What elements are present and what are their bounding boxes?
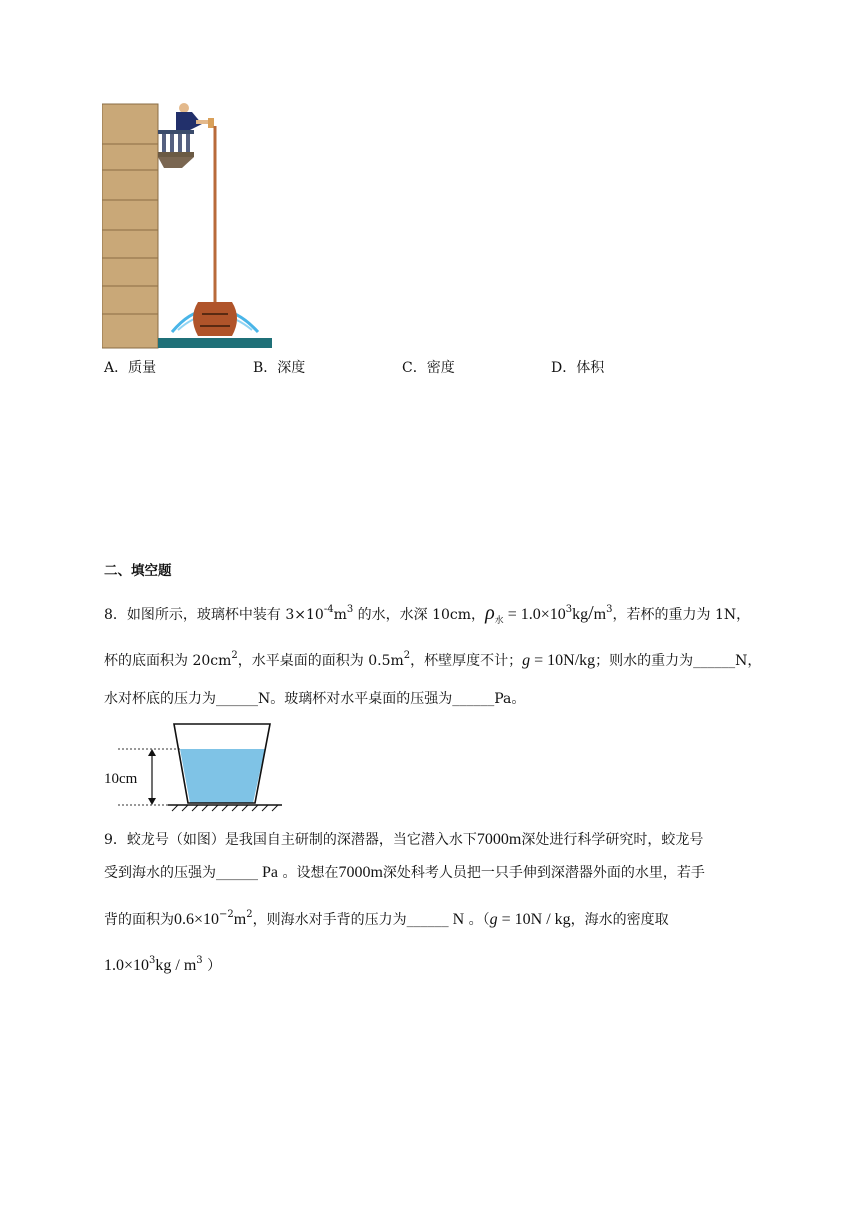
rho-subscript: 水 xyxy=(494,616,504,626)
cup-depth-label: 10cm xyxy=(104,771,138,787)
hand-area-value: 0.6×10 xyxy=(174,911,220,928)
q8-l1-b-sup: 3 xyxy=(346,604,354,615)
hand-area-exp: −2 xyxy=(219,909,234,920)
q8-line-3 xyxy=(104,689,525,709)
hand-area-unit: m xyxy=(233,911,247,928)
q8-l1-d: ，若杯的重力为 1N， xyxy=(612,607,751,623)
q8-l2-b-sup: 2 xyxy=(403,650,411,661)
q8-l2-a: 杯的底面积为 20cm xyxy=(104,653,232,669)
q9-l2-a: 受到海水的压强为 xyxy=(104,865,216,881)
pascal-barrel-figure xyxy=(102,100,272,352)
q8-l1-b: m xyxy=(333,607,347,623)
q8-l3-b: N。玻璃杯对水平桌面的压强为 xyxy=(258,691,453,707)
sea-density-unit-sup: 3 xyxy=(196,955,203,966)
rho-eq: = 1.0×10 xyxy=(503,606,566,623)
answer-blank-sea-pressure[interactable]: ______ xyxy=(216,865,258,881)
q9-l1-a: 9．蛟龙号（如图）是我国自主研制的深潜器，当它潜入水下 xyxy=(104,832,477,848)
q9-l2-depth: 7000m xyxy=(338,864,383,881)
rho-slash: / xyxy=(588,602,594,624)
q9-l1-b: 深处进行科学研究时，蛟龙号 xyxy=(521,832,704,848)
q8-line-2 xyxy=(104,646,761,671)
sea-density-value: 1.0×10 xyxy=(104,957,150,974)
q9-l4-c: ） xyxy=(202,958,222,974)
q8-l3-c: Pa。 xyxy=(494,691,526,707)
rho-m-sup: 3 xyxy=(606,604,613,615)
rho-m: m xyxy=(593,606,607,623)
q8-l3-a: 水对杯底的压力为 xyxy=(104,691,216,707)
q9-line-2 xyxy=(104,863,705,883)
q8-l2-d: ；则水的重力为 xyxy=(595,653,694,669)
q9-g-eq: = 10N / kg xyxy=(497,911,571,928)
answer-blank-hand-force[interactable]: ______ xyxy=(406,912,449,928)
q9-g-symbol: g xyxy=(489,911,498,928)
option-b xyxy=(253,358,305,378)
option-c-text: 密度 xyxy=(426,360,455,376)
option-a-text: 质量 xyxy=(128,360,157,376)
option-a-letter: A． xyxy=(104,360,129,376)
option-b-letter: B． xyxy=(253,360,278,376)
q8-l1-a: 8．如图所示，玻璃杯中装有 3×10 xyxy=(104,607,324,623)
rho-symbol: ρ xyxy=(485,602,495,624)
q9-line-4 xyxy=(104,951,221,976)
q9-l1-depth: 7000m xyxy=(476,831,522,848)
sea-density-unit: kg / m xyxy=(155,957,197,974)
q9-l3-b: ，则海水对手背的压力为 xyxy=(252,912,407,928)
q9-l3-d: ，海水的密度取 xyxy=(570,912,669,928)
q9-l3-unit: N xyxy=(448,911,465,928)
glass-cup-figure xyxy=(104,720,284,812)
q9-line-1 xyxy=(104,830,703,850)
g-eq: = 10N/kg xyxy=(530,652,596,669)
q9-l2-c: 深处科考人员把一只手伸到深潜器外面的水里，若手 xyxy=(382,865,705,881)
q8-l1-c: 的水，水深 10cm， xyxy=(353,607,486,623)
q8-l1-a-sup: -4 xyxy=(323,604,334,615)
q9-line-3 xyxy=(104,905,669,930)
q9-l2-b: 。设想在 xyxy=(278,865,339,881)
option-c-letter: C． xyxy=(402,360,427,376)
option-c xyxy=(402,358,455,378)
option-a xyxy=(104,358,156,378)
option-b-text: 深度 xyxy=(277,360,306,376)
sea-density-exp: 3 xyxy=(149,955,156,966)
answer-blank-water-weight[interactable]: ______ xyxy=(693,653,736,669)
section-title: 二、填空题 xyxy=(104,563,172,579)
answer-blank-table-pressure[interactable]: ______ xyxy=(452,691,495,707)
q8-l2-b: ，水平桌面的面积为 0.5m xyxy=(237,653,404,669)
q8-l2-c: ，杯壁厚度不计； xyxy=(410,653,523,669)
answer-blank-pressure-force[interactable]: ______ xyxy=(216,691,258,707)
rho-unit: kg xyxy=(572,606,589,623)
hand-area-unit-sup: 2 xyxy=(246,909,253,920)
q9-l3-c: 。（ xyxy=(464,912,490,928)
q9-l3-a: 背的面积为 xyxy=(104,912,174,928)
option-d xyxy=(551,358,604,378)
option-d-text: 体积 xyxy=(576,360,605,376)
option-d-letter: D． xyxy=(551,360,577,376)
q8-l2-a-sup: 2 xyxy=(231,650,238,661)
q8-l2-e: N， xyxy=(735,653,762,669)
g-symbol: g xyxy=(522,652,531,669)
q9-l2-unit: Pa xyxy=(258,864,278,881)
q8-line-1 xyxy=(104,600,750,631)
rho-eq-sup: 3 xyxy=(565,604,573,615)
